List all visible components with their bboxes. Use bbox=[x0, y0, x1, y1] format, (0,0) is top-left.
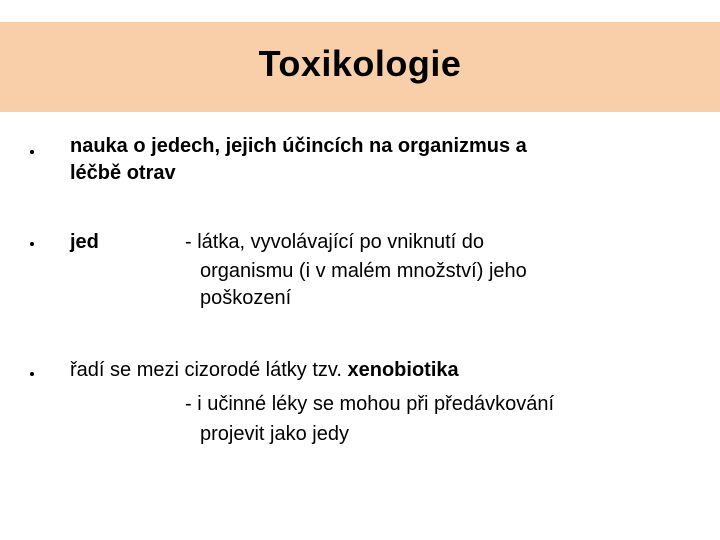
bullet-icon bbox=[30, 242, 36, 248]
bullet-3-line-2: - i učinné léky se mohou při předávkování bbox=[185, 393, 555, 415]
bullet-3-lead: řadí se mezi cizorodé látky tzv. bbox=[70, 359, 348, 381]
bullet-3-line-3: projevit jako jedy bbox=[200, 423, 349, 445]
bullet-2-term: jed bbox=[70, 231, 99, 253]
bullet-3-line-1 bbox=[70, 357, 459, 383]
bullet-1-line-2: léčbě otrav bbox=[70, 162, 176, 184]
bullet-2-def-line-1: - látka, vyvolávající po vniknutí do bbox=[185, 231, 485, 253]
slide-title: Toxikologie bbox=[258, 43, 462, 84]
bullet-icon bbox=[30, 372, 36, 378]
bullet-3-term: xenobiotika bbox=[347, 359, 459, 381]
bullet-1-line-1: nauka o jedech, jejich účincích na organizmus a bbox=[70, 135, 527, 157]
bullet-2-def-line-2: organismu (i v malém množství) jeho bbox=[200, 260, 527, 282]
bullet-icon bbox=[30, 150, 36, 156]
bullet-2-def-line-3: poškození bbox=[200, 287, 292, 309]
